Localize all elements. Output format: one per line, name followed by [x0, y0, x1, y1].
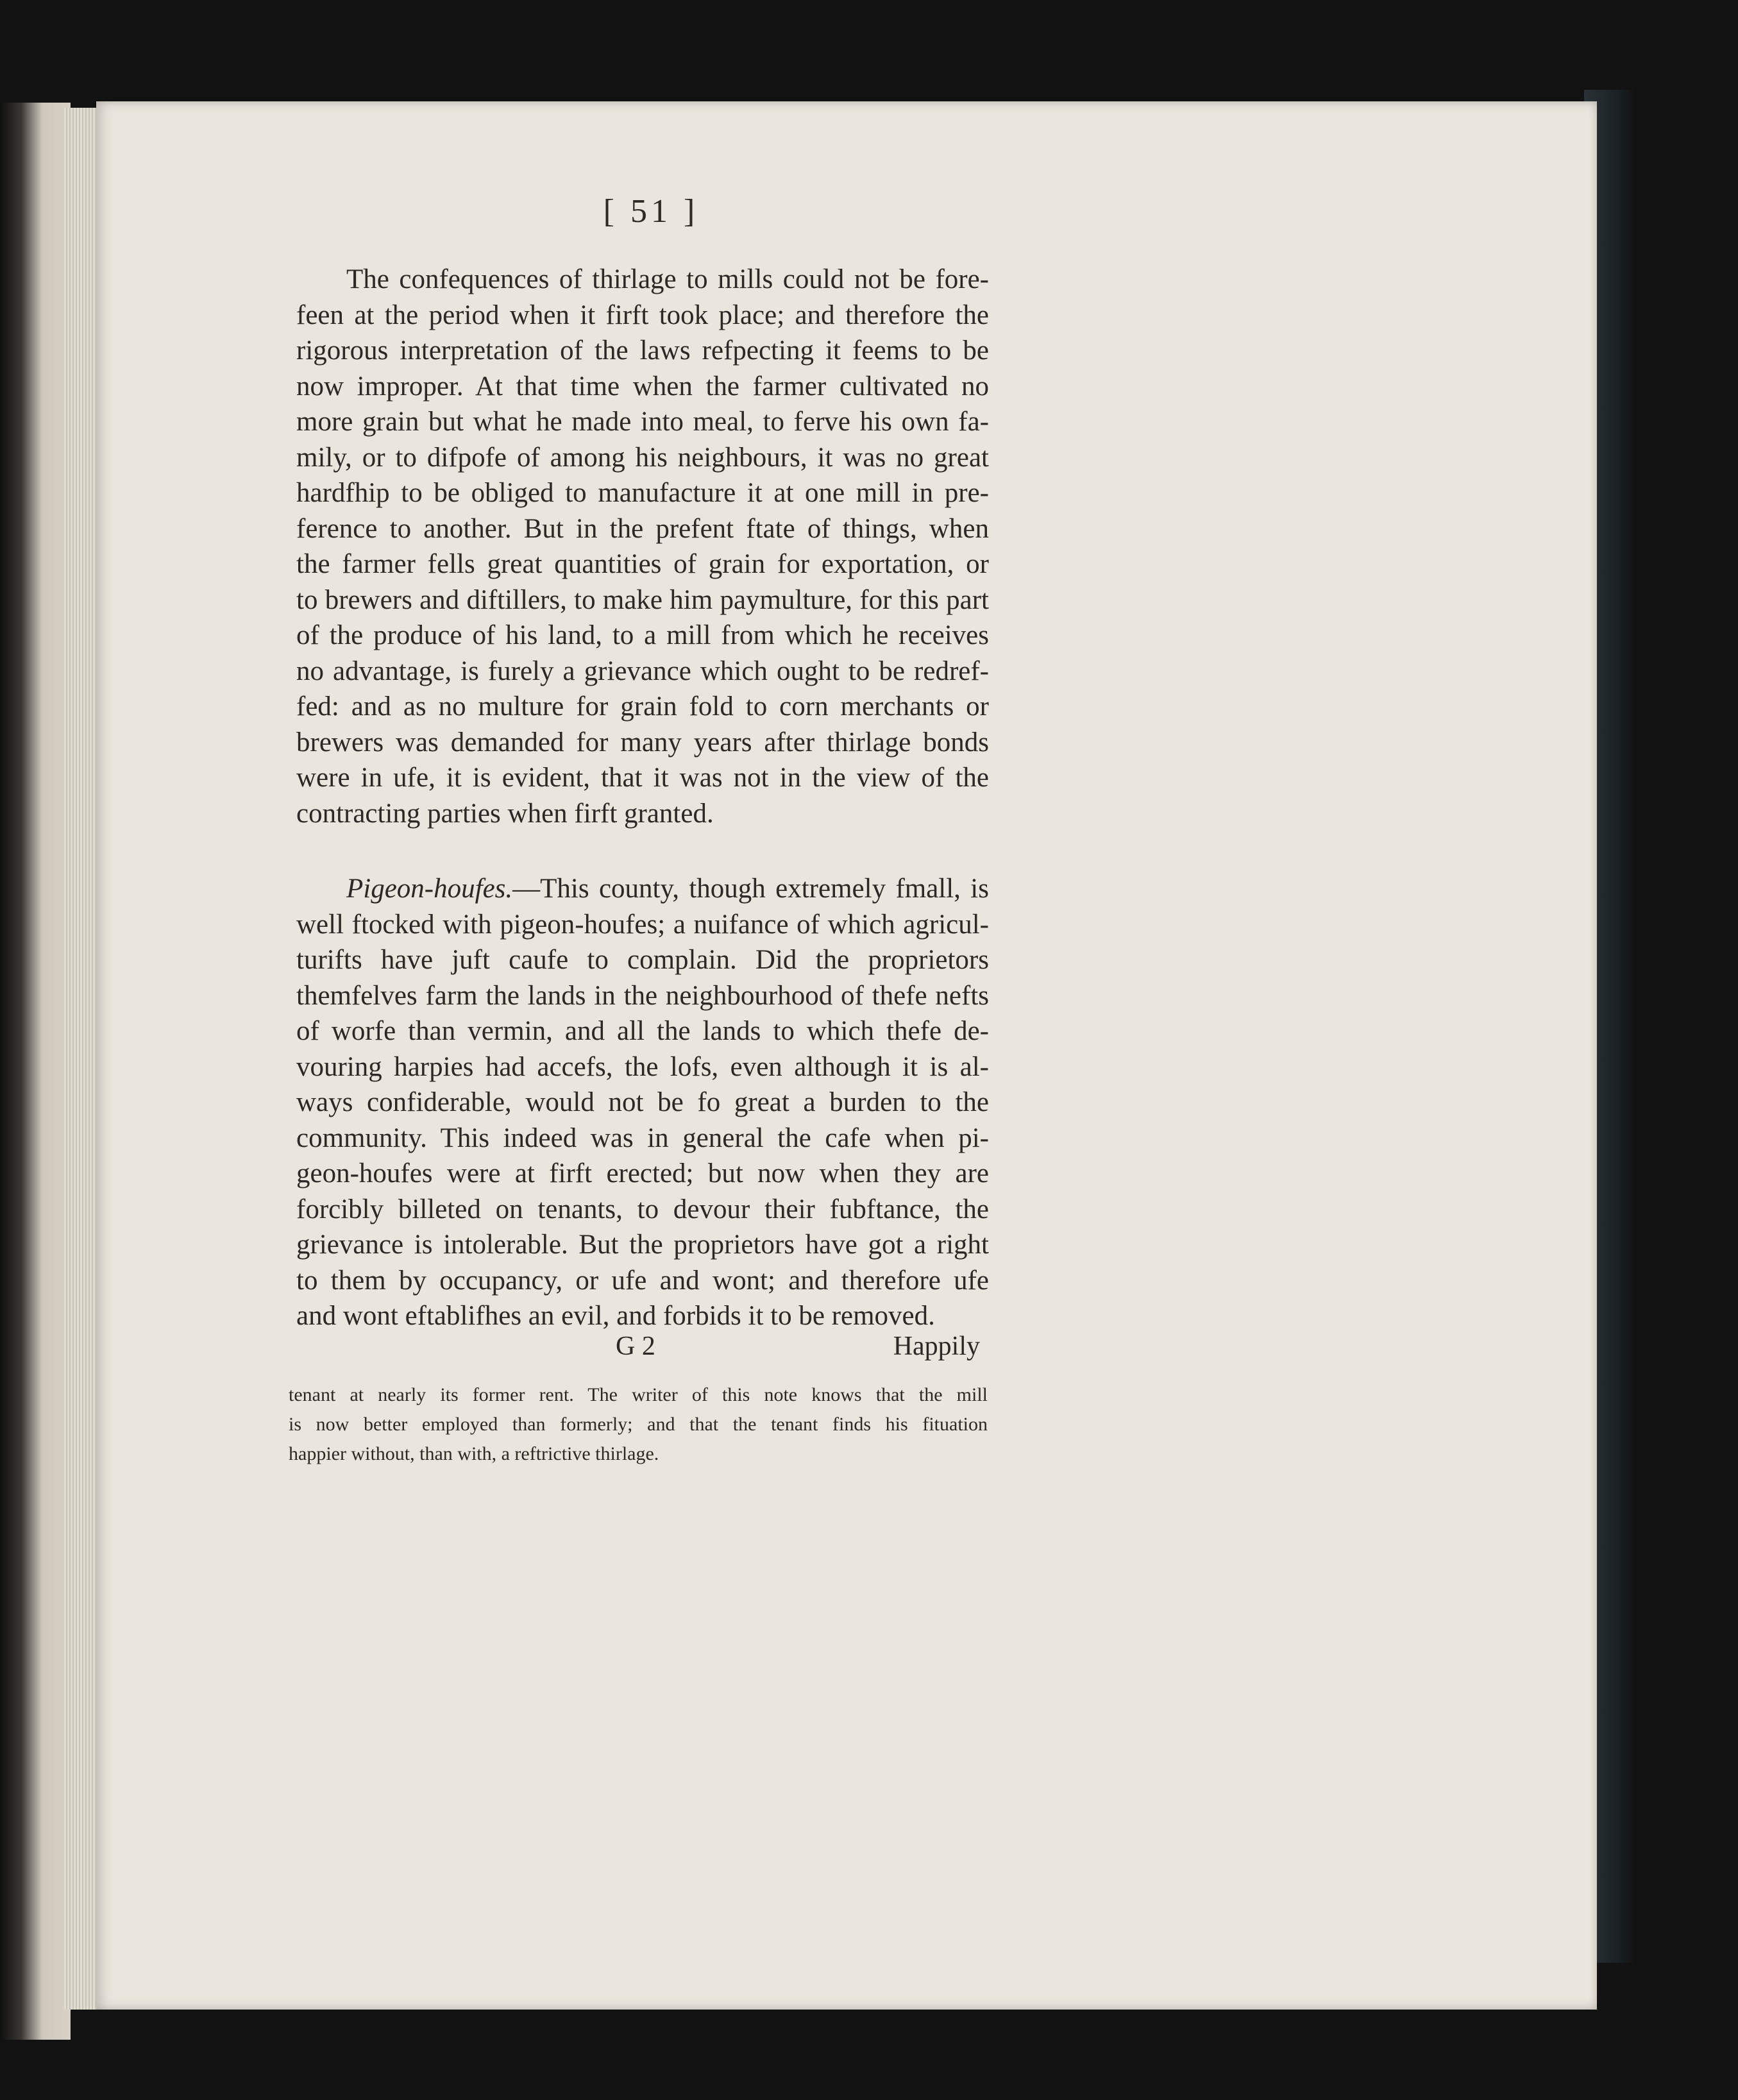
- page-footer-line: [296, 1331, 989, 1369]
- text-line: well ftocked with pigeon-houfes; a nuifance of which agricul-: [296, 909, 989, 940]
- text-line: ways confiderable, would not be fo great a burden to the: [296, 1087, 989, 1117]
- text-line: now improper. At that time when the farmer cultivated no: [296, 371, 989, 402]
- text-line: themfelves farm the lands in the neighbourhood of thefe nefts: [296, 980, 989, 1011]
- footnote-line: happier without, than with, a reftrictive thirlage.: [289, 1443, 659, 1464]
- footnote-line: is now better employed than formerly; and that the tenant finds his fituation: [289, 1414, 988, 1435]
- text-line: brewers was demanded for many years after thirlage bonds: [296, 727, 989, 758]
- text-line-first: [296, 871, 989, 907]
- text-line: and wont eftablifhes an evil, and forbids it to be removed.: [296, 1301, 935, 1331]
- text-line: grievance is intolerable. But the proprietors have got a right: [296, 1230, 989, 1260]
- paragraph-pigeon-houses: [296, 871, 989, 1334]
- text-line: to brewers and diftillers, to make him paymulture, for this part: [296, 584, 989, 615]
- text-line: feen at the period when it firft took place; and therefore the: [296, 300, 989, 330]
- text-fragment: —This county, though extremely fmall, is: [512, 874, 989, 904]
- text-line: community. This indeed was in general the cafe when pi-: [296, 1122, 989, 1153]
- text-line: contracting parties when firft granted.: [296, 798, 714, 829]
- text-line: fed: and as no multure for grain fold to corn merchants or: [296, 691, 989, 722]
- left-page-edge: [0, 103, 71, 2040]
- text-line: more grain but what he made into meal, to ferve his own fa-: [296, 407, 989, 437]
- text-line: turifts have juft caufe to complain. Did the proprietors: [296, 945, 989, 975]
- text-line: ference to another. But in the prefent ftate of things, when: [296, 513, 989, 544]
- footnote-line: tenant at nearly its former rent. The writer of this note knows that the mill: [289, 1384, 988, 1405]
- text-line: mily, or to difpofe of among his neighbours, it was no great: [296, 442, 989, 473]
- text-line: no advantage, is furely a grievance which ought to be redref-: [296, 656, 989, 686]
- page-number-header: [ 51 ]: [603, 193, 699, 230]
- text-line: were in ufe, it is evident, that it was not in the view of the: [296, 763, 989, 793]
- signature-mark: G 2: [616, 1332, 655, 1361]
- text-line: rigorous interpretation of the laws refpecting it feems to be: [296, 335, 989, 366]
- text-line: to them by occupancy, or ufe and wont; and therefore ufe: [296, 1265, 989, 1296]
- footnote: [289, 1380, 988, 1469]
- text-line: The confequences of thirlage to mills could not be fore-: [346, 264, 989, 294]
- section-heading: Pigeon-houfes.: [346, 874, 513, 904]
- text-line: forcibly billeted on tenants, to devour their fubftance, the: [296, 1194, 989, 1224]
- text-line: geon-houfes were at firft erected; but now when they are: [296, 1158, 989, 1189]
- paragraph-thirlage: [296, 262, 989, 831]
- text-line: of the produce of his land, to a mill from which he receives: [296, 620, 989, 650]
- text-line: the farmer fells great quantities of grain for exportation, or: [296, 549, 989, 579]
- catchword: Happily: [893, 1332, 980, 1361]
- text-line: hardfhip to be obliged to manufacture it at one mill in pre-: [296, 478, 989, 508]
- text-line: vouring harpies had accefs, the lofs, even although it is al-: [296, 1051, 989, 1082]
- text-line: of worfe than vermin, and all the lands to which thefe de-: [296, 1016, 989, 1046]
